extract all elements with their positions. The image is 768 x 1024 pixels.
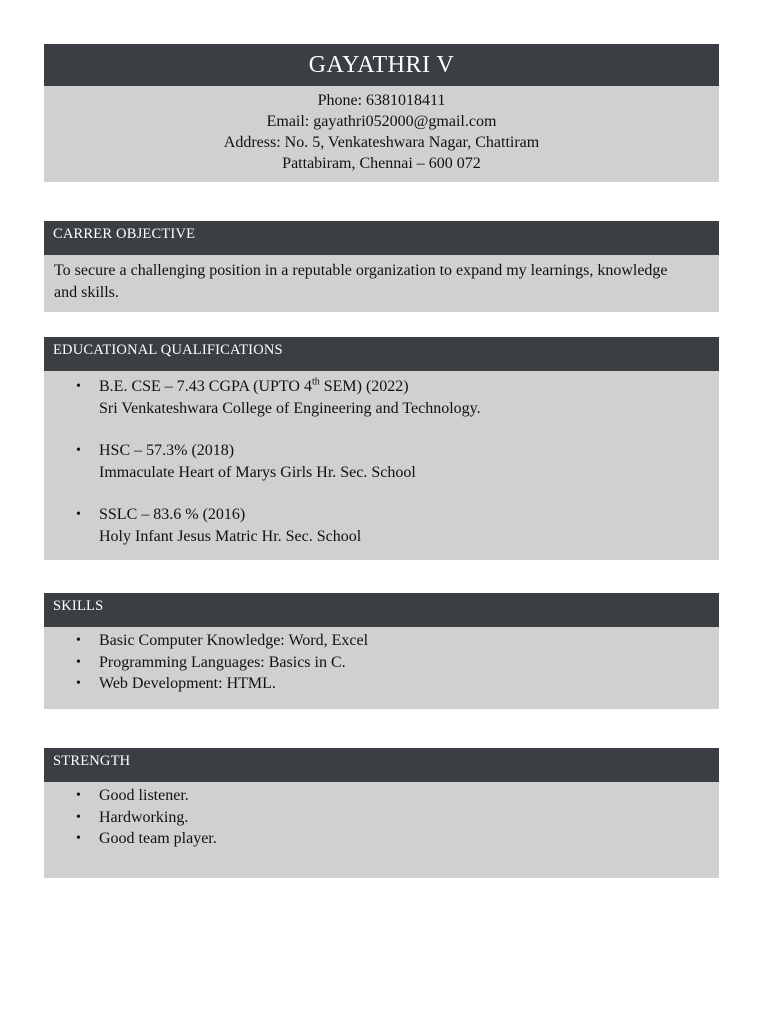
list-item	[44, 807, 719, 829]
strength-section	[44, 748, 719, 878]
skill-text: Web Development: HTML.	[99, 675, 276, 692]
list-item	[44, 630, 719, 652]
skills-title: SKILLS	[44, 593, 719, 627]
bullet-icon: •	[76, 676, 81, 691]
list-item	[44, 652, 719, 674]
education-section	[44, 337, 719, 560]
bullet-icon: •	[76, 633, 81, 648]
bullet-icon: •	[76, 379, 81, 394]
list-item	[44, 673, 719, 695]
resume-page	[44, 44, 719, 878]
contact-block	[44, 86, 719, 182]
list-item	[44, 504, 719, 547]
objective-body	[44, 255, 719, 312]
education-title: EDUCATIONAL QUALIFICATIONS	[44, 337, 719, 371]
skills-list	[44, 630, 719, 695]
bullet-icon: •	[76, 507, 81, 522]
objective-text-line-1: To secure a challenging position in a reputable organization to expand my learnings, knowledge	[54, 262, 668, 279]
strength-text: Hardworking.	[99, 808, 189, 826]
institution-text: Sri Venkateshwara College of Engineering and Technology.	[99, 399, 481, 417]
skills-section	[44, 593, 719, 709]
strength-title: STRENGTH	[44, 748, 719, 782]
strength-text: Good listener.	[99, 787, 189, 804]
phone-text: Phone: 6381018411	[317, 92, 446, 109]
list-item	[44, 376, 719, 419]
degree-text: B.E. CSE – 7.43 CGPA (UPTO 4th SEM) (2022)	[99, 376, 409, 395]
strength-text: Good team player.	[99, 830, 217, 847]
bullet-icon: •	[76, 831, 81, 846]
name-header	[44, 44, 719, 86]
bullet-icon: •	[76, 809, 81, 825]
institution-text: Immaculate Heart of Marys Girls Hr. Sec. School	[99, 463, 416, 481]
education-body	[44, 371, 719, 560]
bullet-icon: •	[76, 443, 81, 458]
skill-text: Basic Computer Knowledge: Word, Excel	[99, 632, 369, 649]
strength-list	[44, 785, 719, 850]
degree-text: SSLC – 83.6 % (2016)	[99, 506, 246, 523]
objective-title: CARRER OBJECTIVE	[44, 221, 719, 255]
address-line-1: Address: No. 5, Venkateshwara Nagar, Chattiram	[223, 134, 540, 151]
bullet-icon: •	[76, 788, 81, 803]
address-line-2: Pattabiram, Chennai – 600 072	[282, 155, 481, 172]
objective-text-line-2: and skills.	[54, 283, 119, 301]
strength-body	[44, 782, 719, 878]
candidate-name: GAYATHRI V	[308, 52, 455, 78]
objective-section	[44, 221, 719, 312]
list-item	[44, 828, 719, 850]
education-list	[44, 376, 719, 547]
list-item	[44, 440, 719, 483]
degree-text: HSC – 57.3% (2018)	[99, 442, 235, 459]
skills-body	[44, 627, 719, 709]
skill-text: Programming Languages: Basics in C.	[99, 653, 346, 671]
bullet-icon: •	[76, 654, 81, 670]
email-text: Email: gayathri052000@gmail.com	[266, 113, 497, 130]
institution-text: Holy Infant Jesus Matric Hr. Sec. School	[99, 527, 362, 545]
list-item	[44, 785, 719, 807]
